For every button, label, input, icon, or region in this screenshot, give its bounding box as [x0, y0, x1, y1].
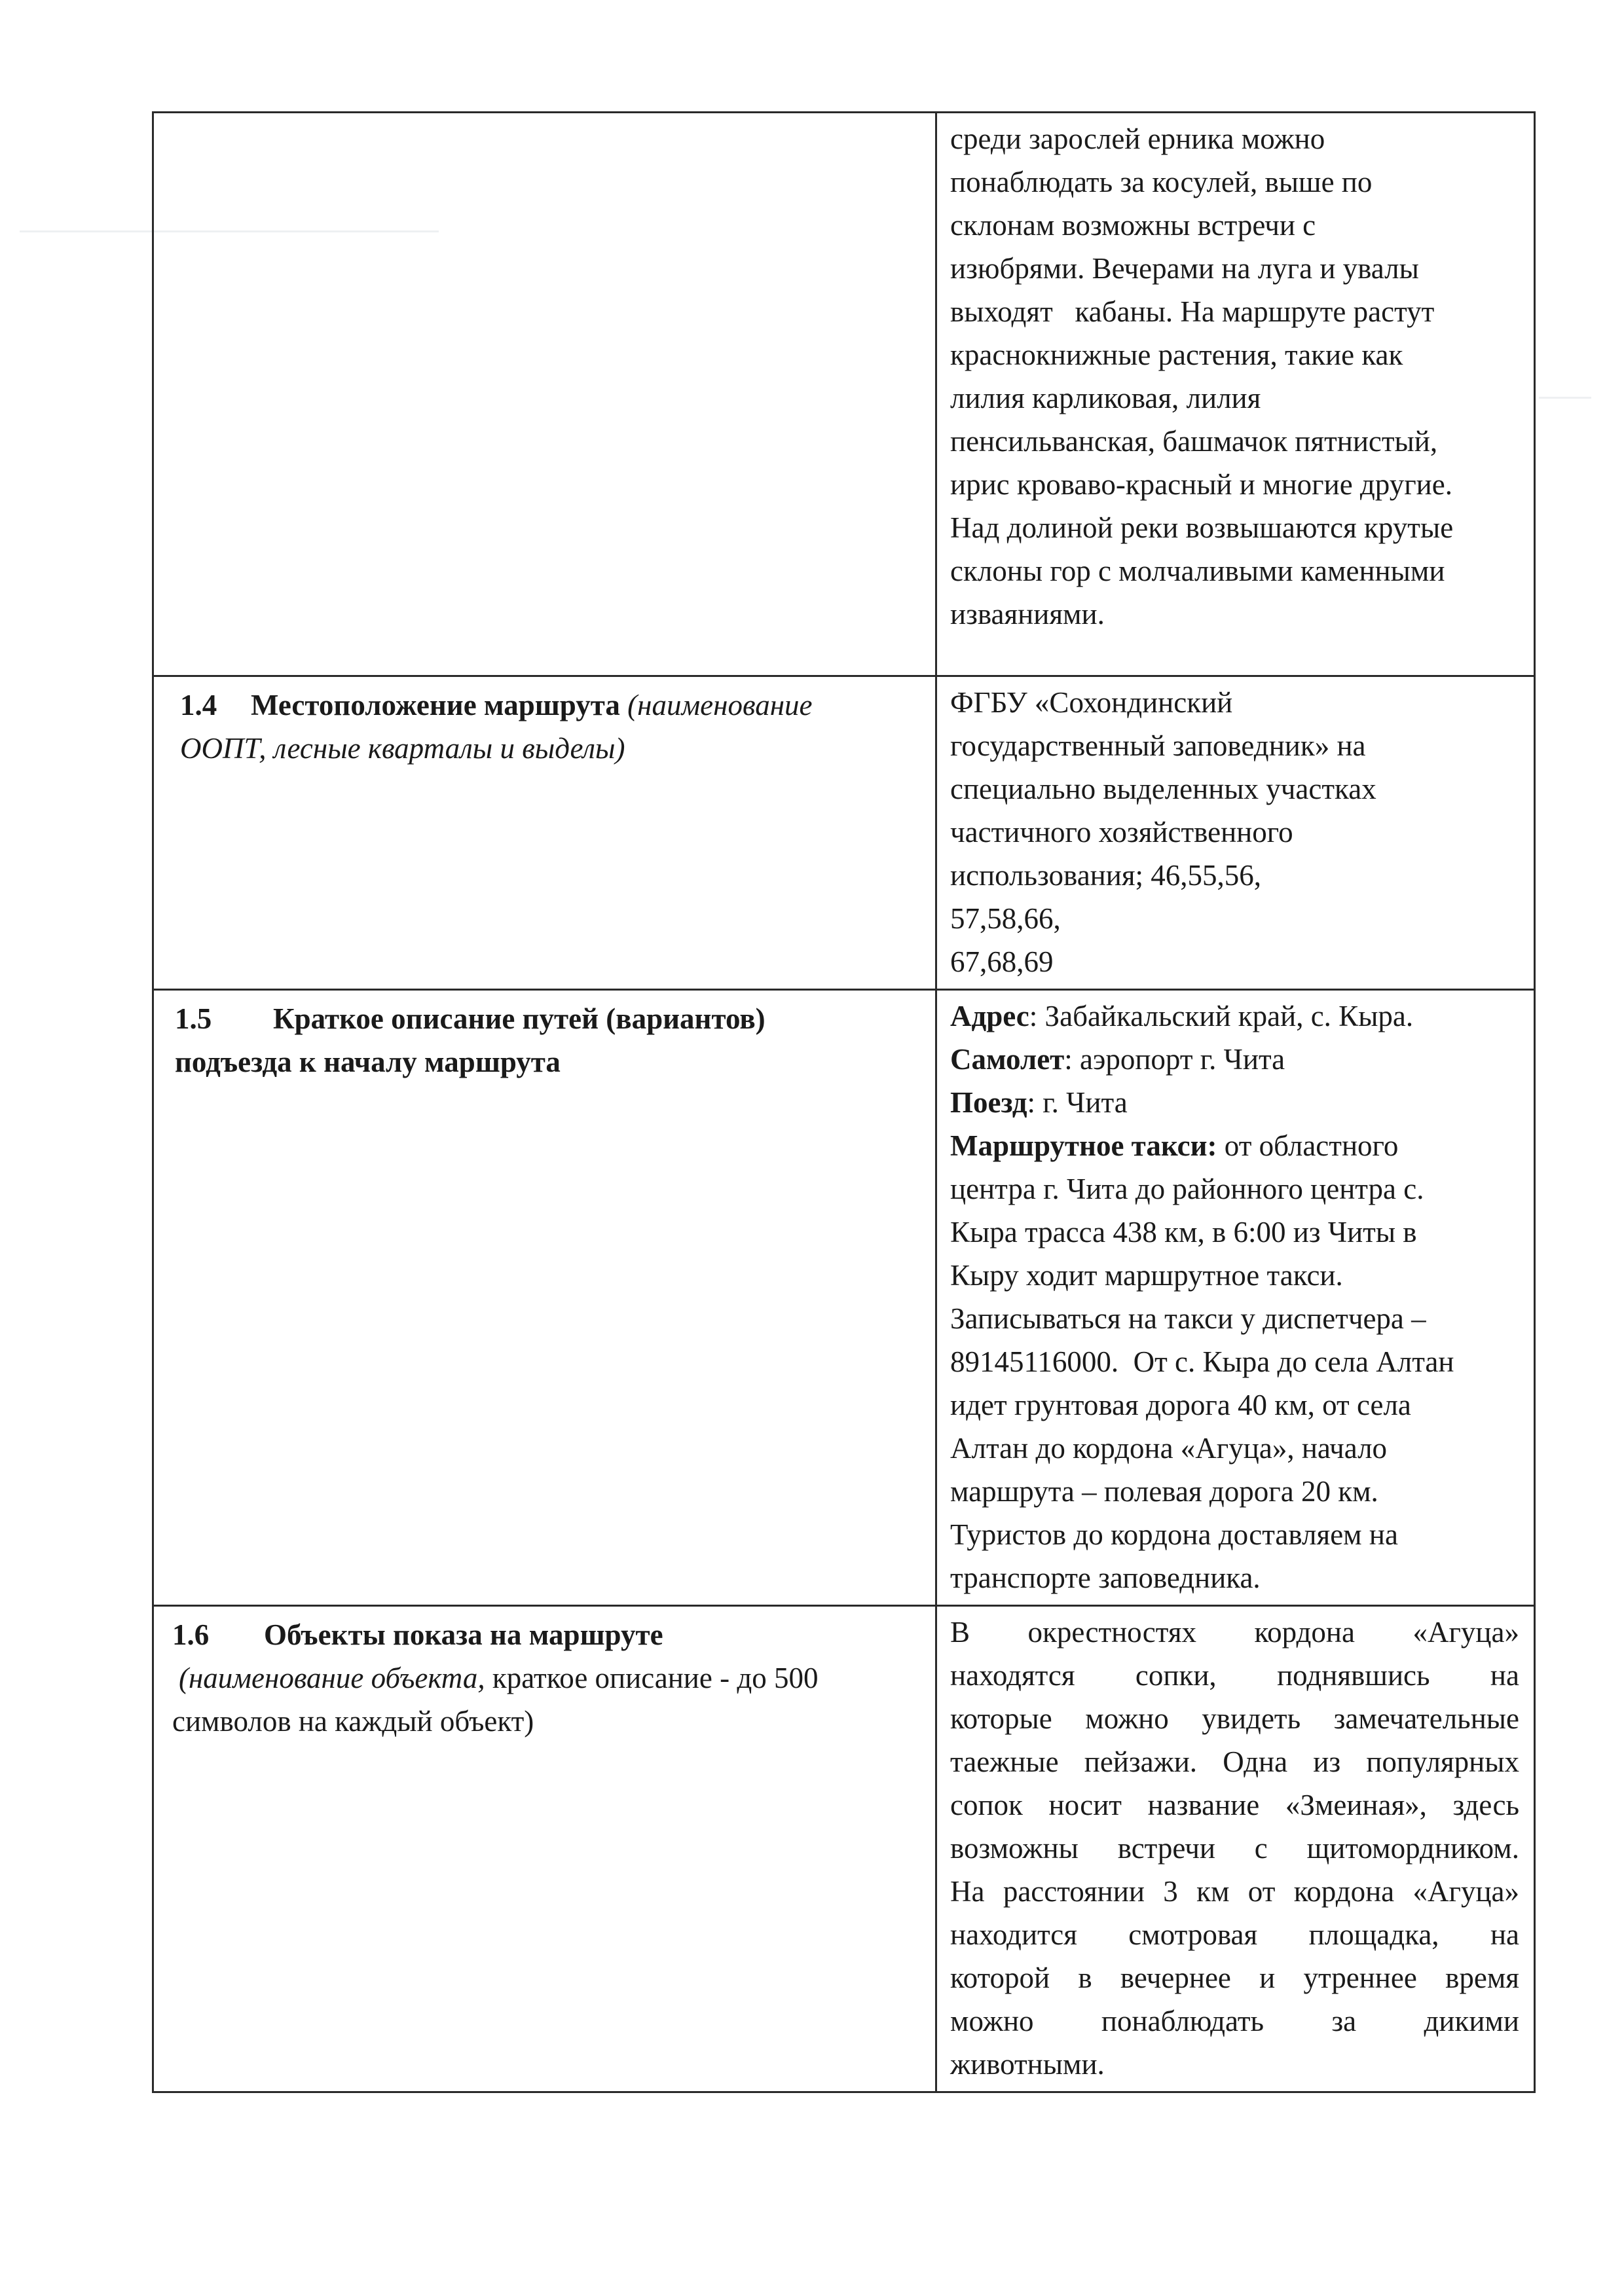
text-line: 89145116000. От с. Кыра до села Алтан — [950, 1345, 1454, 1378]
text-line: В окрестностях кордона «Агуца» — [950, 1616, 1519, 1649]
text-line: находятся сопки, поднявшись на — [950, 1659, 1519, 1692]
text-line: склоны гор с молчаливыми каменными — [950, 555, 1445, 587]
text-line: среди зарослей ерника можно — [950, 122, 1325, 155]
text-line: 67,68,69 — [950, 945, 1054, 978]
text-line: государственный заповедник» на — [950, 729, 1366, 762]
text-line: транспорте заповедника. — [950, 1561, 1261, 1594]
address-value: : Забайкальский край, с. Кыра. — [1029, 1000, 1414, 1032]
table-row — [153, 113, 1535, 676]
table-row — [153, 1606, 1535, 2092]
section-title: подъезда к началу маршрута — [175, 1046, 561, 1078]
text-line: находится смотровая площадка, на — [950, 1918, 1519, 1951]
taxi-value: от областного — [1217, 1129, 1399, 1162]
address-label: Адрес — [950, 1000, 1029, 1032]
text-line: специально выделенных участках — [950, 773, 1376, 805]
text-line: ФГБУ «Сохондинский — [950, 686, 1233, 719]
text-line: сопок носит название «Змеиная», здесь — [950, 1789, 1519, 1821]
route-info-table — [152, 111, 1536, 2093]
taxi-label: Маршрутное такси: — [950, 1129, 1217, 1162]
section-note: ООПТ, лесные кварталы и выделы) — [180, 732, 625, 765]
table-row — [153, 990, 1535, 1606]
train-value: : г. Чита — [1027, 1086, 1128, 1119]
section-1-5-label-cell — [153, 990, 936, 1606]
text-line: маршрута – полевая дорога 20 км. — [950, 1475, 1378, 1508]
text-line: пенсильванская, башмачок пятнистый, — [950, 425, 1438, 458]
plane-label: Самолет — [950, 1043, 1065, 1076]
section-note: краткое описание - до 500 — [485, 1662, 819, 1694]
text-line: изюбрями. Вечерами на луга и увалы — [950, 252, 1419, 285]
section-number: 1.5 — [175, 1002, 212, 1035]
text-line: Кыра трасса 438 км, в 6:00 из Читы в — [950, 1216, 1417, 1248]
text-line: Кыру ходит маршрутное такси. — [950, 1259, 1343, 1292]
text-line: можно понаблюдать за дикими — [950, 2005, 1519, 2037]
text-line: которые можно увидеть замечательные — [950, 1702, 1519, 1735]
text-line: частичного хозяйственного — [950, 816, 1293, 848]
text-line: Записываться на такси у диспетчера – — [950, 1302, 1426, 1335]
text-line: использования; 46,55,56, — [950, 859, 1262, 892]
text-line: Над долиной реки возвышаются крутые — [950, 511, 1454, 544]
section-1-5-value-cell — [936, 990, 1535, 1606]
text-line: возможны встречи с щитомордником. — [950, 1832, 1519, 1865]
text-line: животными. — [950, 2048, 1105, 2081]
scan-artifact — [1539, 397, 1591, 399]
text-line: Туристов до кордона доставляем на — [950, 1518, 1398, 1551]
text-line: краснокнижные растения, такие как — [950, 338, 1403, 371]
section-note: (наименование — [627, 689, 813, 721]
section-1-4-label-cell — [153, 676, 936, 990]
text-line: 57,58,66, — [950, 902, 1061, 935]
text-line: изваяниями. — [950, 598, 1105, 630]
text-line: Алтан до кордона «Агуца», начало — [950, 1432, 1388, 1465]
text-line: которой в вечернее и утреннее время — [950, 1961, 1519, 1994]
text-line: склонам возможны встречи с — [950, 209, 1316, 242]
section-number: 1.4 — [180, 689, 217, 721]
section-note: символов на каждый объект) — [172, 1705, 534, 1738]
text-line: центра г. Чита до районного центра с. — [950, 1173, 1424, 1205]
empty-left-cell — [153, 113, 936, 676]
section-1-6-value-cell — [936, 1606, 1535, 2092]
section-title: Краткое описание путей (вариантов) — [273, 1002, 766, 1035]
section-1-6-label-cell — [153, 1606, 936, 2092]
section-title: Местоположение маршрута — [251, 689, 620, 721]
text-line: таежные пейзажи. Одна из популярных — [950, 1745, 1519, 1778]
table-row — [153, 676, 1535, 990]
section-1-4-value-cell — [936, 676, 1535, 990]
section-title: Объекты показа на маршруте — [264, 1618, 663, 1651]
text-line: лилия карликовая, лилия — [950, 382, 1261, 414]
text-line: На расстоянии 3 км от кордона «Агуца» — [950, 1875, 1519, 1908]
description-continuation-cell — [936, 113, 1535, 676]
section-note-italic: (наименование объекта, — [179, 1662, 485, 1694]
section-number: 1.6 — [172, 1618, 210, 1651]
text-line: ирис кроваво-красный и многие другие. — [950, 468, 1452, 501]
train-label: Поезд — [950, 1086, 1027, 1119]
text-line: идет грунтовая дорога 40 км, от села — [950, 1389, 1411, 1421]
text-line: выходят кабаны. На маршруте растут — [950, 295, 1435, 328]
plane-value: : аэропорт г. Чита — [1064, 1043, 1285, 1076]
text-line: понаблюдать за косулей, выше по — [950, 166, 1373, 198]
